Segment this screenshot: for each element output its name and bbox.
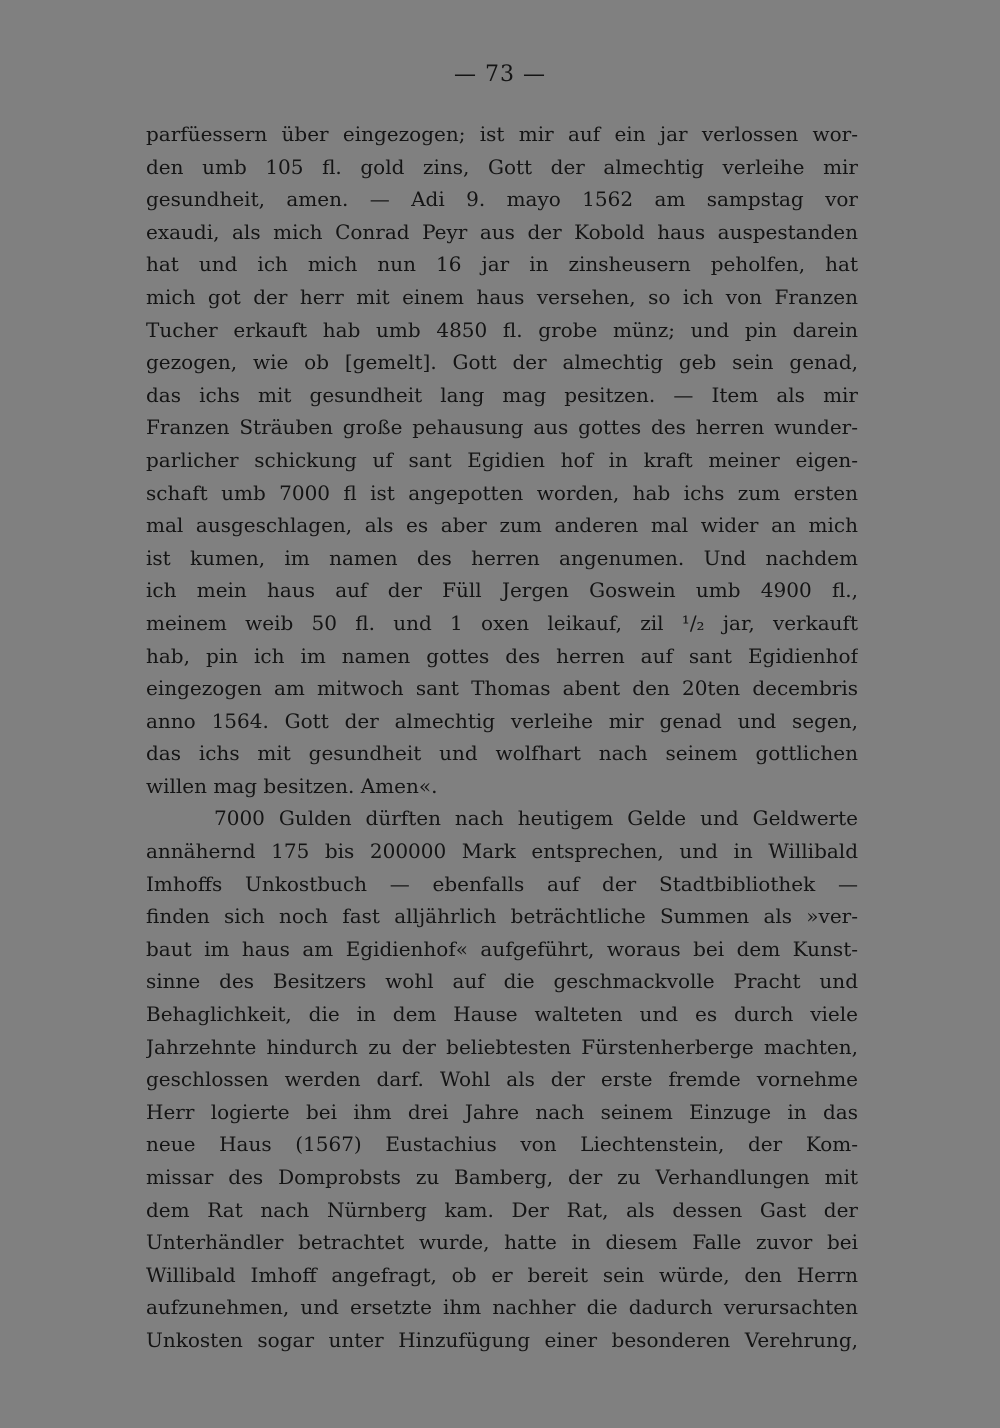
text-line: sinne des Besitzers wohl auf die geschmackvolle Pracht und — [146, 969, 858, 994]
text-line: 7000 Gulden dürften nach heutigem Gelde und Geldwerte — [214, 806, 858, 831]
text-line: schaft umb 7000 fl ist angepotten worden, hab ichs zum ersten — [146, 480, 858, 505]
paragraph-commentary — [146, 802, 858, 1356]
text-line: Franzen Sträuben große pehausung aus gottes des herren wunder- — [146, 415, 858, 440]
text-line: annähernd 175 bis 200000 Mark entsprechen, und in Willibald — [146, 839, 858, 864]
text-line: mal ausgeschlagen, als es aber zum anderen mal wider an mich — [146, 513, 858, 538]
text-line: Herr logierte bei ihm drei Jahre nach seinem Einzuge in das — [146, 1099, 858, 1124]
text-line: Unterhändler betrachtet wurde, hatte in diesem Falle zuvor bei — [146, 1230, 858, 1255]
text-line: willen mag besitzen. Amen«. — [146, 773, 438, 798]
text-line: gezogen, wie ob [gemelt]. Gott der almechtig geb sein genad, — [146, 350, 858, 375]
text-line: hab, pin ich im namen gottes des herren auf sant Egidienhof — [146, 643, 858, 668]
text-line: ist kumen, im namen des herren angenumen. Und nachdem — [146, 545, 858, 570]
text-line: aufzunehmen, und ersetzte ihm nachher die dadurch verursachten — [146, 1295, 858, 1320]
text-line: anno 1564. Gott der almechtig verleihe mir genad und segen, — [146, 708, 858, 733]
text-line: exaudi, als mich Conrad Peyr aus der Kobold haus auspestanden — [146, 219, 858, 244]
text-line: Unkosten sogar unter Hinzufügung einer besonderen Verehrung, — [146, 1327, 858, 1352]
text-line: dem Rat nach Nürnberg kam. Der Rat, als dessen Gast der — [146, 1197, 858, 1222]
text-line: neue Haus (1567) Eustachius von Liechtenstein, der Kom- — [146, 1132, 858, 1157]
page-number: — 73 — — [454, 62, 546, 87]
text-line: missar des Domprobsts zu Bamberg, der zu Verhandlungen mit — [146, 1165, 858, 1189]
text-line: gesundheit, amen. — Adi 9. mayo 1562 am sampstag vor — [146, 187, 858, 212]
text-line: mich got der herr mit einem haus versehen, so ich von Franzen — [146, 284, 858, 309]
text-line: den umb 105 fl. gold zins, Gott der almechtig verleihe mir — [146, 154, 858, 179]
text-line: meinem weib 50 fl. und 1 oxen leikauf, zil ¹/₂ jar, verkauft — [146, 610, 858, 635]
text-line: Behaglichkeit, die in dem Hause walteten und es durch viele — [146, 1002, 858, 1027]
text-line: Imhoffs Unkostbuch — ebenfalls auf der Stadtbibliothek — — [146, 871, 858, 896]
text-line: das ichs mit gesundheit und wolfhart nach seinem gottlichen — [146, 741, 858, 766]
text-line: ich mein haus auf der Füll Jergen Goswein umb 4900 fl., — [146, 578, 858, 603]
text-line: finden sich noch fast alljährlich beträchtliche Summen als »ver- — [146, 904, 858, 929]
text-line: eingezogen am mitwoch sant Thomas abent den 20ten decembris — [146, 676, 858, 701]
text-line: baut im haus am Egidienhof« aufgeführt, woraus bei dem Kunst- — [146, 936, 858, 961]
text-line: Jahrzehnte hindurch zu der beliebtesten Fürstenherberge machten, — [146, 1034, 858, 1059]
text-line: geschlossen werden darf. Wohl als der erste fremde vornehme — [146, 1067, 858, 1092]
paragraph-quote — [146, 118, 858, 802]
text-line: Tucher erkauft hab umb 4850 fl. grobe münz; und pin darein — [146, 317, 858, 342]
text-line: parlicher schickung uf sant Egidien hof in kraft meiner eigen- — [146, 447, 858, 472]
text-line: das ichs mit gesundheit lang mag pesitzen. — Item als mir — [146, 382, 858, 407]
text-line: hat und ich mich nun 16 jar in zinsheusern peholfen, hat — [146, 252, 858, 277]
body-text — [146, 118, 858, 1357]
text-line: parfüessern über eingezogen; ist mir auf ein jar verlossen wor- — [146, 122, 858, 146]
text-line: Willibald Imhoff angefragt, ob er bereit sein würde, den Herrn — [146, 1262, 858, 1287]
